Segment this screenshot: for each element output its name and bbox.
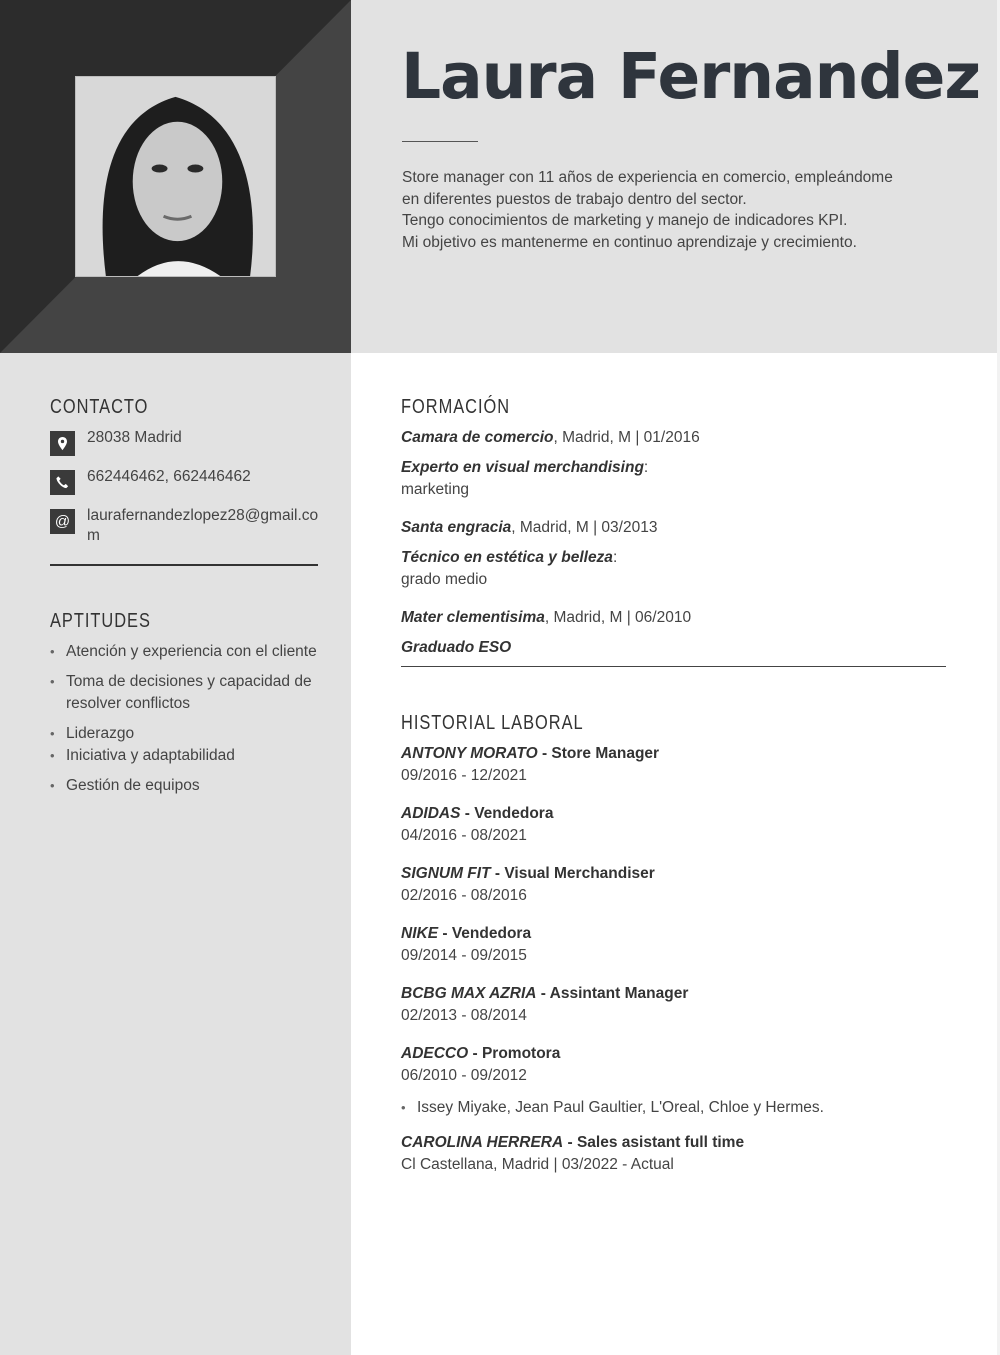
contact-divider [50,564,318,566]
contact-email [50,506,319,546]
company-name: CAROLINA HERRERA [401,1134,564,1151]
profile-photo [75,76,276,277]
job-role: - Vendedora [460,805,554,822]
job-dates: 09/2014 - 09/2015 [401,947,527,964]
list-item: • Atención y experiencia con el cliente [50,641,320,663]
job-role: - Sales asistant full time [563,1134,745,1151]
education-list [401,427,946,659]
list-item [401,923,961,967]
list-item [401,1043,961,1119]
skills-heading: APTITUDES [50,610,151,632]
name-divider [402,141,478,142]
summary-line: Mi objetivo es mantenerme en continuo aprendizaje y crecimiento. [402,233,857,251]
education-degree-line: Técnico en estética y belleza: [401,549,618,566]
job-dates: 06/2010 - 09/2012 [401,1067,527,1084]
degree-name: Graduado ESO [401,639,512,656]
at-sign-icon: @ [50,509,75,534]
contact-address [50,428,319,456]
list-item [401,863,961,907]
degree-name: Experto en visual merchandising [401,459,644,476]
job-dates: 09/2016 - 12/2021 [401,767,527,784]
company-name: ADIDAS [401,805,461,822]
company-name: NIKE [401,925,439,942]
job-dates: Cl Castellana, Madrid | 03/2022 - Actual [401,1156,674,1173]
phone-text[interactable]: 662446462, 662446462 [87,468,251,485]
school-place-date: , Madrid, M | 03/2013 [511,519,658,536]
email-text[interactable]: laurafernandezlopez28@gmail.com [87,507,319,544]
job-dates: 02/2016 - 08/2016 [401,887,527,904]
skills-list [50,641,320,797]
school-name: Santa engracia [401,519,512,536]
work-list [401,743,961,1192]
sidebar [0,353,351,1355]
list-item: • Gestión de equipos [50,775,320,797]
company-name: BCBG MAX AZRIA [401,985,537,1002]
company-name: ANTONY MORATO [401,745,538,762]
address-text: 28038 Madrid [87,429,182,446]
profile-summary [402,167,962,253]
summary-line: Store manager con 11 años de experiencia en comercio, empleándome [402,169,893,186]
job-role: - Store Manager [537,745,660,762]
school-place-date: , Madrid, M | 06/2010 [544,609,692,626]
header-photo-panel [0,0,351,353]
school-place-date: , Madrid, M | 01/2016 [553,429,700,446]
job-dates: 04/2016 - 08/2021 [401,827,527,844]
list-item: • Liderazgo [50,723,320,745]
summary-line: en diferentes puestos de trabajo dentro del sector. [402,190,747,208]
degree-field: grado medio [401,571,488,588]
job-role: - Visual Merchandiser [490,865,655,882]
list-item [401,1132,961,1176]
job-role: - Assintant Manager [536,985,689,1002]
school-name: Camara de comercio [401,429,554,446]
header-summary-panel [351,0,997,353]
location-pin-icon [50,431,75,456]
education-divider [401,666,946,667]
school-name: Mater clementisima [401,609,545,626]
list-item [401,743,961,787]
company-name: SIGNUM FIT [401,865,491,882]
job-role: - Vendedora [438,925,532,942]
education-school-line [401,607,946,629]
job-role: - Promotora [468,1045,561,1062]
list-item: • Toma de decisiones y capacidad de resolver conflictos [50,671,320,715]
degree-field: marketing [401,481,470,498]
list-item: • Iniciativa y adaptabilidad [50,745,320,767]
company-name: ADECCO [401,1045,469,1062]
contact-phone [50,467,319,495]
summary-line: Tengo conocimientos de marketing y manejo de indicadores KPI. [402,212,848,230]
candidate-name: Laura Fernandez [401,40,981,113]
phone-icon [50,470,75,495]
education-school-line [401,427,946,449]
work-heading: HISTORIAL LABORAL [401,712,584,734]
education-heading: FORMACIÓN [401,396,511,418]
education-school-line [401,517,946,539]
list-item [401,803,961,847]
job-dates: 02/2013 - 08/2014 [401,1007,527,1024]
list-item [401,983,961,1027]
contact-heading: CONTACTO [50,396,149,418]
degree-name: Técnico en estética y belleza [401,549,613,566]
education-degree-line: Experto en visual merchandising: [401,459,649,476]
job-detail: • Issey Miyake, Jean Paul Gaultier, L'Oreal, Chloe y Hermes. [401,1097,961,1119]
education-degree-line [401,637,946,659]
